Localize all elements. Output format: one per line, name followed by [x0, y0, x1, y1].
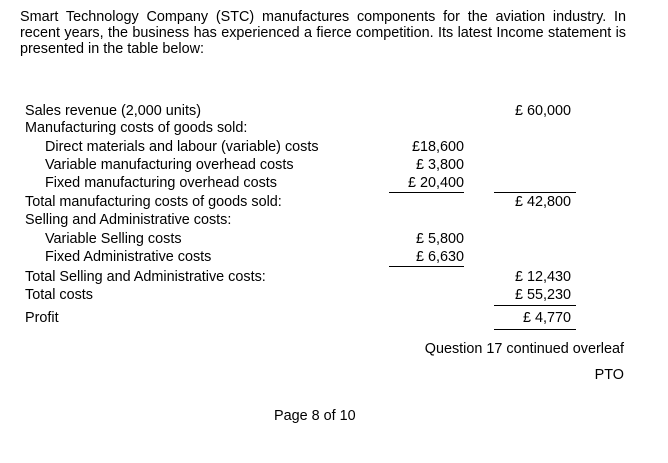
intro-paragraph: Smart Technology Company (STC) manufactures components for the aviation industry. In recent years, the business has experienced a fierce competition. Its latest Income statement is presented in the table below: [20, 9, 626, 57]
profit-value: £ 4,770 [522, 310, 571, 326]
total-selling-admin-value: £ 12,430 [514, 269, 571, 285]
direct-costs-label: Direct materials and labour (variable) costs [45, 139, 319, 155]
sales-revenue-label: Sales revenue (2,000 units) [25, 103, 201, 119]
selling-admin-heading: Selling and Administrative costs: [25, 212, 232, 228]
page-number: Page 8 of 10 [274, 408, 356, 424]
total-costs-value: £ 55,230 [514, 287, 571, 303]
manufacturing-total-rule [494, 192, 576, 193]
profit-label: Profit [25, 310, 59, 326]
total-manufacturing-value: £ 42,800 [514, 194, 571, 210]
pto-label: PTO [594, 367, 624, 383]
variable-overhead-label: Variable manufacturing overhead costs [45, 157, 294, 173]
direct-costs-value: £18,600 [411, 139, 464, 155]
sales-revenue-value: £ 60,000 [514, 103, 571, 119]
manufacturing-costs-heading: Manufacturing costs of goods sold: [25, 120, 248, 136]
total-selling-admin-label: Total Selling and Administrative costs: [25, 269, 266, 285]
variable-overhead-value: £ 3,800 [415, 157, 464, 173]
fixed-overhead-value: £ 20,400 [407, 175, 464, 191]
profit-rule [494, 329, 576, 330]
manufacturing-subtotal-rule [389, 192, 464, 193]
total-costs-rule [494, 305, 576, 306]
variable-selling-label: Variable Selling costs [45, 231, 182, 247]
continued-note: Question 17 continued overleaf [424, 341, 624, 357]
total-costs-label: Total costs [25, 287, 93, 303]
total-manufacturing-label: Total manufacturing costs of goods sold: [25, 194, 282, 210]
fixed-admin-value: £ 6,630 [415, 249, 464, 265]
variable-selling-value: £ 5,800 [415, 231, 464, 247]
fixed-overhead-label: Fixed manufacturing overhead costs [45, 175, 277, 191]
fixed-admin-label: Fixed Administrative costs [45, 249, 212, 265]
selling-admin-subtotal-rule [389, 266, 464, 267]
